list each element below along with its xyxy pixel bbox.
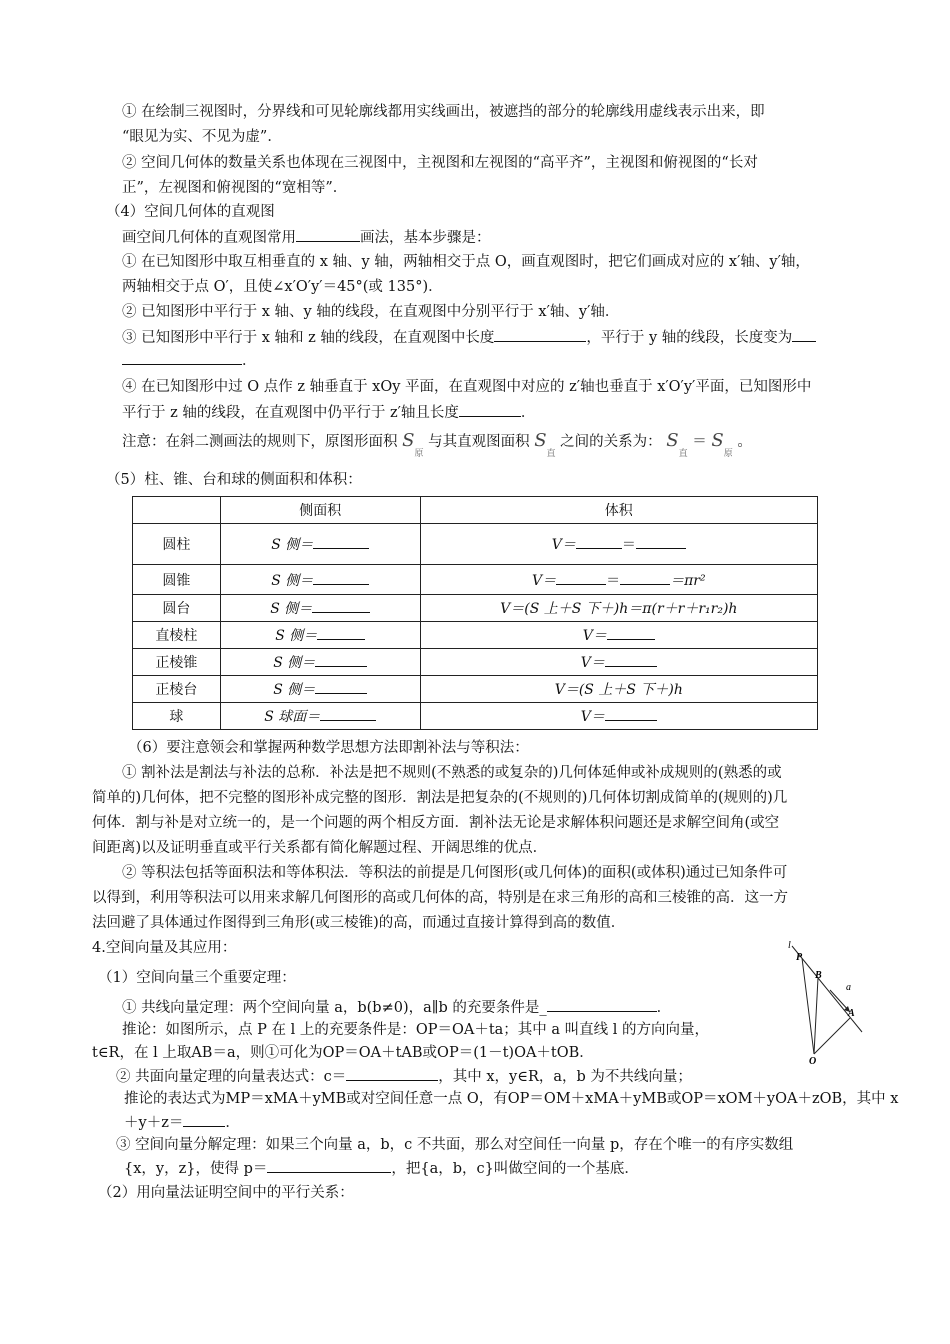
para-6-a4: 间距离)以及证明垂直或平行关系都有简化解题过程、开阔思维的优点．: [92, 840, 548, 856]
vector-heading: 4.空间向量及其应用：: [92, 940, 237, 956]
vector-sub-2: （2）用向量法证明空间中的平行关系：: [98, 1185, 354, 1201]
label-b: B: [815, 970, 822, 981]
row-vol: V＝: [420, 703, 817, 730]
section-4-title: （4）空间几何体的直观图: [106, 204, 275, 220]
table-row: [133, 595, 818, 622]
decomposition-blank[interactable]: [267, 1158, 391, 1173]
table-row: [133, 676, 818, 703]
s-zhi-sub: 直: [546, 449, 556, 459]
row-side: S 球面＝: [220, 703, 420, 730]
corollary-2: t∈R，在 l 上取AB＝a，则①可化为OP＝OA＋tAB或OP＝(1－t)OA＋tOB．: [92, 1045, 594, 1061]
row-side: S 侧＝: [220, 649, 420, 676]
corollary-1: 推论：如图所示，点 P 在 l 上的充要条件是：OP＝OA＋ta；其中 a 叫直线 l 的方向向量，: [122, 1022, 710, 1038]
row-name: 球: [133, 703, 221, 730]
para-6-a3: 何体．割与补是对立统一的，是一个问题的两个相反方面．割补法无论是求解体积问题还是求解空间角(或空: [92, 815, 780, 831]
row-vol: V＝: [420, 622, 817, 649]
para-3-2a: ② 空间几何体的数量关系也体现在三视图中，主视图和左视图的“高平齐”，主视图和俯视图的“长对: [122, 155, 758, 171]
row-name: 圆柱: [133, 524, 221, 565]
para-6-a1: ① 割补法是割法与补法的总称．补法是把不规则(不熟悉的或复杂的)几何体延伸或补成规则的(熟悉的或: [122, 765, 782, 781]
s-zhi-symbol: S: [534, 430, 547, 451]
row-vol: V＝: [420, 649, 817, 676]
decomposition-1: ③ 空间向量分解定理：如果三个向量 a，b，c 不共面，那么对空间任一向量 p，存在个唯一的有序实数组: [116, 1137, 794, 1153]
step-4b: 平行于 z 轴的线段，在直观图中仍平行于 z′轴且长度: [122, 405, 459, 421]
coplanar-sum-blank[interactable]: [183, 1112, 225, 1127]
step-4-line: 平行于 z 轴的线段，在直观图中仍平行于 z′轴且长度 ．: [122, 402, 535, 423]
coplanar-a: ② 共面向量定理的向量表达式：c＝: [116, 1069, 347, 1085]
step-1a: ① 在已知图形中取互相垂直的 x 轴、y 轴，两轴相交于点 O，画直观图时，把它们画成对应的 x′轴、y′轴，: [122, 254, 810, 270]
step-3-blank2b[interactable]: [122, 350, 242, 365]
para-3-1b: “眼见为实、不见为虚”．: [122, 129, 282, 145]
intro-b: 画法，基本步骤是：: [360, 230, 491, 246]
coplanar-blank[interactable]: [346, 1066, 438, 1081]
segment-bo: [814, 978, 818, 1054]
step-3-cont: ．: [122, 350, 257, 371]
vector-sub-1: （1）空间向量三个重要定理：: [98, 970, 296, 986]
step-1b: 两轴相交于点 O′，且使∠x′O′y′＝45°(或 135°)．: [122, 279, 443, 295]
rel-zhi-symbol: S: [666, 430, 679, 451]
row-side: S 侧＝: [220, 524, 420, 565]
note-end: 。: [737, 434, 752, 450]
rel-orig-sub: 原: [723, 449, 733, 459]
note-line: [122, 431, 752, 464]
rel-orig-symbol: S: [711, 430, 724, 451]
segment-po: [802, 958, 814, 1054]
table-row: [133, 622, 818, 649]
para-6-a2: 简单的)几何体，把不完整的图形补成完整的图形．割法是把复杂的(不规则的)几何体切割成简单的(规则的)几: [92, 790, 788, 806]
header-empty: [133, 497, 221, 524]
rel-zhi-sub: 直: [678, 449, 688, 459]
table-row: [133, 524, 818, 565]
header-side: 侧面积: [220, 497, 420, 524]
section-6-title: （6）要注意领会和掌握两种数学思想方法即割补法与等积法：: [128, 740, 529, 756]
row-name: 圆台: [133, 595, 221, 622]
coplanar-sum-b: ．: [225, 1115, 240, 1131]
step-3a: ③ 已知图形中平行于 x 轴和 z 轴的线段，在直观图中长度: [122, 330, 495, 346]
label-p: P: [796, 952, 803, 963]
row-vol: V＝(S 上＋S 下＋)h＝π(r＋r＋r₁r₂)h: [420, 595, 817, 622]
segment-ao: [814, 1018, 850, 1054]
coplanar-line: [116, 1066, 692, 1087]
step-2: ② 已知图形中平行于 x 轴、y 轴的线段，在直观图中分别平行于 x′轴、y′轴．: [122, 304, 620, 320]
s-orig-symbol: S: [402, 430, 415, 451]
label-a: A: [848, 1008, 855, 1019]
para-6-b2: 以得到，利用等积法可以用来求解几何图形的高或几何体的高，特别是在求三角形的高和三棱锥的高．这一方: [92, 890, 788, 906]
row-vol: V＝(S 上＋S 下＋)h: [420, 676, 817, 703]
step-4a: ④ 在已知图形中过 O 点作 z 轴垂直于 xOy 平面，在直观图中对应的 z′轴也垂直于 x′O′y′平面，已知图形中: [122, 379, 812, 395]
row-name: 正棱锥: [133, 649, 221, 676]
row-name: 正棱台: [133, 676, 221, 703]
decomposition-a: {x，y，z}，使得 p＝: [124, 1161, 268, 1177]
intro-line: [122, 227, 491, 248]
header-vol: 体积: [420, 497, 817, 524]
para-3-1a: ① 在绘制三视图时，分界线和可见轮廓线都用实线画出，被遮挡的部分的轮廓线用虚线表示出来，即: [122, 104, 765, 120]
table-row: [133, 649, 818, 676]
step-3-line: [122, 327, 816, 348]
step-3-blank2a[interactable]: [792, 327, 816, 342]
row-vol: V＝ ＝: [420, 524, 817, 565]
para-6-b3: 法回避了具体通过作图得到三角形(或三棱锥)的高，而通过直接计算得到高的数值．: [92, 915, 626, 931]
row-vol: V＝ ＝ ＝πr²: [420, 565, 817, 595]
formula-table: [132, 496, 818, 730]
vector-line-figure: [782, 940, 882, 1068]
coplanar-sum-a: ＋y＋z＝: [124, 1115, 184, 1131]
label-a-vec: a: [846, 982, 851, 993]
coplanar-b: ，其中 x，y∈R，a，b 为不共线向量；: [438, 1069, 692, 1085]
row-name: 直棱柱: [133, 622, 221, 649]
collinear-blank[interactable]: [547, 997, 657, 1012]
note-a: 注意：在斜二测画法的规则下，原图形面积: [122, 434, 398, 450]
label-o: O: [809, 1056, 817, 1067]
coplanar-sum-line: [124, 1112, 240, 1133]
collinear-a: ① 共线向量定理：两个空间向量 a，b(b≠0)，a∥b 的充要条件是_: [122, 1000, 547, 1016]
table-row: [133, 565, 818, 595]
table-row: [133, 703, 818, 730]
label-l: l: [788, 940, 791, 951]
note-c: 之间的关系为：: [560, 434, 662, 450]
note-b: 与其直观图面积: [428, 434, 530, 450]
para-3-2b: 正”，左视图和俯视图的“宽相等”．: [122, 180, 348, 196]
step-3-blank1[interactable]: [494, 327, 586, 342]
rel-eq: ＝: [692, 434, 707, 450]
section-5-title: （5）柱、锥、台和球的侧面积和体积：: [106, 472, 362, 488]
table-header-row: [133, 497, 818, 524]
decomposition-line: [124, 1158, 639, 1179]
row-side: S 侧＝: [220, 565, 420, 595]
decomposition-b: ，把{a，b，c}叫做空间的一个基底．: [391, 1161, 639, 1177]
para-6-b1: ② 等积法包括等面积法和等体积法．等积法的前提是几何图形(或几何体)的面积(或体积)通过已知条件可: [122, 865, 788, 881]
row-side: S 侧＝: [220, 676, 420, 703]
collinear-line: [122, 997, 671, 1018]
s-orig-sub: 原: [414, 449, 424, 459]
step-4-blank[interactable]: [459, 402, 521, 417]
row-side: S 侧＝: [220, 622, 420, 649]
intro-a: 画空间几何体的直观图常用: [122, 230, 296, 246]
row-name: 圆锥: [133, 565, 221, 595]
intro-blank[interactable]: [296, 227, 360, 242]
collinear-end: ．: [656, 1000, 672, 1016]
row-side: S 侧＝: [220, 595, 420, 622]
coplanar-corollary: 推论的表达式为MP＝xMA＋yMB或对空间任意一点 O，有OP＝OM＋xMA＋yMB或OP＝xOM＋yOA＋zOB，其中 x: [124, 1091, 899, 1107]
step-3b: ，平行于 y 轴的线段，长度变为: [586, 330, 793, 346]
